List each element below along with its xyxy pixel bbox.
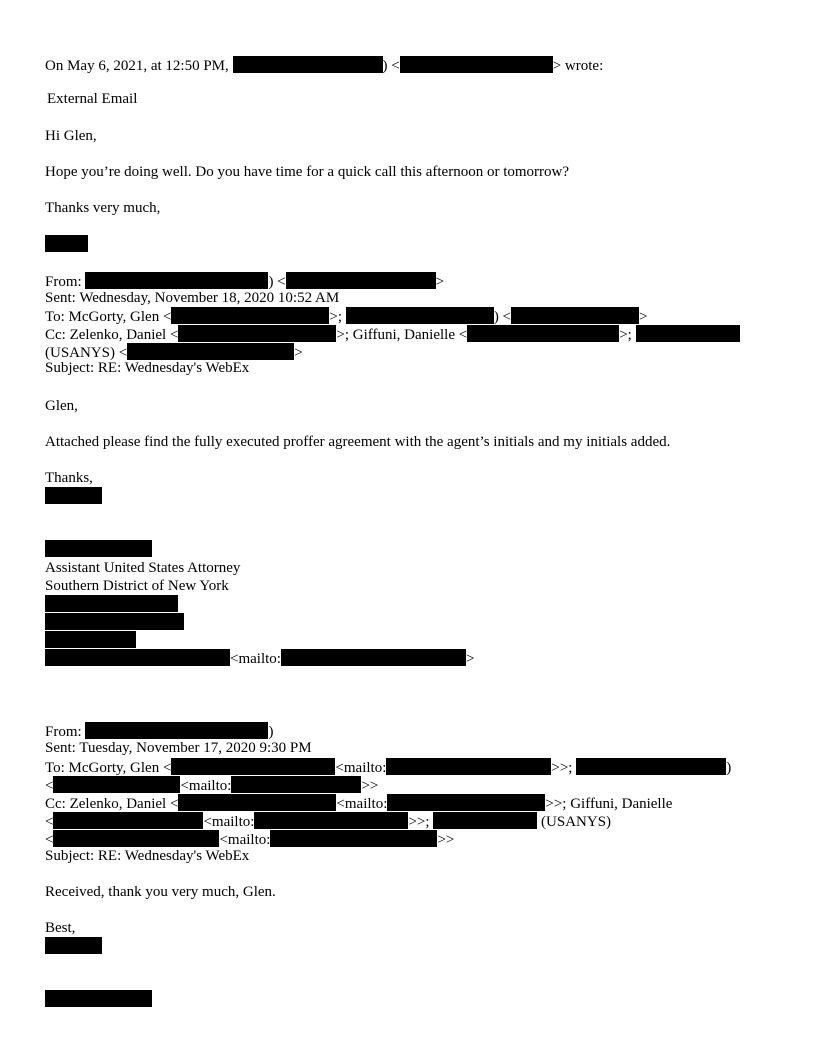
redaction-bar <box>270 830 437 847</box>
redaction-bar <box>400 56 553 73</box>
cc-continuation-line <box>45 830 454 849</box>
redaction-bar <box>45 937 102 954</box>
to-line <box>45 307 648 326</box>
from-line <box>45 272 444 291</box>
redaction-bar <box>467 325 619 342</box>
cc3-mailto: <mailto: <box>219 832 271 848</box>
external-email-banner: External Email <box>47 91 138 107</box>
redaction-bar <box>231 776 361 793</box>
redaction-bar <box>45 595 178 612</box>
redaction-bar <box>127 343 294 360</box>
cc-line <box>45 325 740 344</box>
redaction-bar <box>45 631 136 648</box>
redaction-bar <box>171 307 329 324</box>
to-mailto: <mailto: <box>335 760 387 776</box>
cc-mailto: <mailto: <box>336 796 388 812</box>
redaction-bar <box>85 722 268 739</box>
cc-line <box>45 794 672 813</box>
redaction-bar <box>85 272 268 289</box>
cc2-org: (USANYS) <box>541 814 612 830</box>
redaction-bar <box>386 758 551 775</box>
redaction-bar <box>53 812 203 829</box>
header-wrote: > wrote: <box>552 58 604 74</box>
sent-line: Sent: Wednesday, November 18, 2020 10:52 AM <box>45 290 340 306</box>
redaction-bar <box>576 758 726 775</box>
cc2-end: > <box>294 345 303 361</box>
redaction-bar <box>346 307 494 324</box>
redaction-bar <box>254 812 408 829</box>
cc3-open: < <box>45 832 54 848</box>
sent-line: Sent: Tuesday, November 17, 2020 9:30 PM <box>45 740 312 756</box>
redaction-bar <box>45 235 88 252</box>
from-end: > <box>435 274 445 290</box>
greeting: Hi Glen, <box>45 128 97 144</box>
cc-label: Cc: Zelenko, Daniel < <box>45 796 179 812</box>
to-paren: ) <box>726 760 732 776</box>
to2-open: < <box>45 778 54 794</box>
greeting: Glen, <box>45 398 78 414</box>
redaction-bar <box>53 830 219 847</box>
to-label: To: McGorty, Glen < <box>45 309 172 325</box>
to-mid: ) < <box>493 309 512 325</box>
from-label: From: <box>45 724 82 740</box>
redaction-bar <box>45 613 184 630</box>
subject-line: Subject: RE: Wednesday's WebEx <box>45 360 250 376</box>
redaction-bar <box>286 272 436 289</box>
cc3-end: >> <box>437 832 455 848</box>
mailto-end: > <box>465 651 475 667</box>
redaction-bar <box>387 794 545 811</box>
cc-continuation-line <box>45 812 611 831</box>
to-separator: >>; <box>551 760 573 776</box>
redaction-bar <box>636 325 740 342</box>
to-separator: >; <box>329 309 343 325</box>
cc2-label: (USANYS) < <box>45 345 128 361</box>
cc-mid: >>; Giffuni, Danielle <box>545 796 673 812</box>
to2-end: >> <box>361 778 379 794</box>
message-body: Received, thank you very much, Glen. <box>45 884 276 900</box>
to-label: To: McGorty, Glen < <box>45 760 172 776</box>
from-separator: ) < <box>268 274 286 290</box>
email-header-line <box>45 56 603 75</box>
from-end: ) <box>268 724 274 740</box>
signoff: Thanks, <box>45 470 93 486</box>
to-continuation-line <box>45 776 378 795</box>
redaction-bar <box>45 649 230 666</box>
cc-mid: >; Giffuni, Danielle < <box>336 327 468 343</box>
redaction-bar <box>511 307 639 324</box>
to2-mailto: <mailto: <box>180 778 232 794</box>
mailto-label: <mailto: <box>230 651 281 667</box>
header-prefix: On May 6, 2021, at 12:50 PM, <box>45 58 229 74</box>
message-body: Hope you’re doing well. Do you have time for a quick call this afternoon or tomorrow? <box>45 164 570 180</box>
signature-email-line <box>45 649 474 668</box>
cc2-separator: >>; <box>408 814 430 830</box>
cc2-open: < <box>45 814 54 830</box>
to-line <box>45 758 731 777</box>
header-paren-open: ) < <box>382 58 400 74</box>
cc2-mailto: <mailto: <box>203 814 255 830</box>
redaction-bar <box>45 540 152 557</box>
signature-office: Southern District of New York <box>45 578 229 594</box>
redaction-bar <box>53 776 180 793</box>
cc-separator: >; <box>619 327 632 343</box>
redaction-bar <box>45 990 152 1007</box>
from-label: From: <box>45 274 82 290</box>
redaction-bar <box>233 56 383 73</box>
to-end: > <box>639 309 648 325</box>
message-body: Attached please find the fully executed proffer agreement with the agent’s initials and my initials added. <box>45 434 671 450</box>
redaction-bar <box>281 649 466 666</box>
redaction-bar <box>178 325 336 342</box>
signoff: Thanks very much, <box>45 200 161 216</box>
from-line <box>45 722 273 741</box>
redaction-bar <box>45 487 102 504</box>
signature-title: Assistant United States Attorney <box>45 560 241 576</box>
cc-label: Cc: Zelenko, Daniel < <box>45 327 179 343</box>
signoff: Best, <box>45 920 76 936</box>
redaction-bar <box>433 812 537 829</box>
subject-line: Subject: RE: Wednesday's WebEx <box>45 848 250 864</box>
redaction-bar <box>171 758 335 775</box>
redaction-bar <box>178 794 336 811</box>
